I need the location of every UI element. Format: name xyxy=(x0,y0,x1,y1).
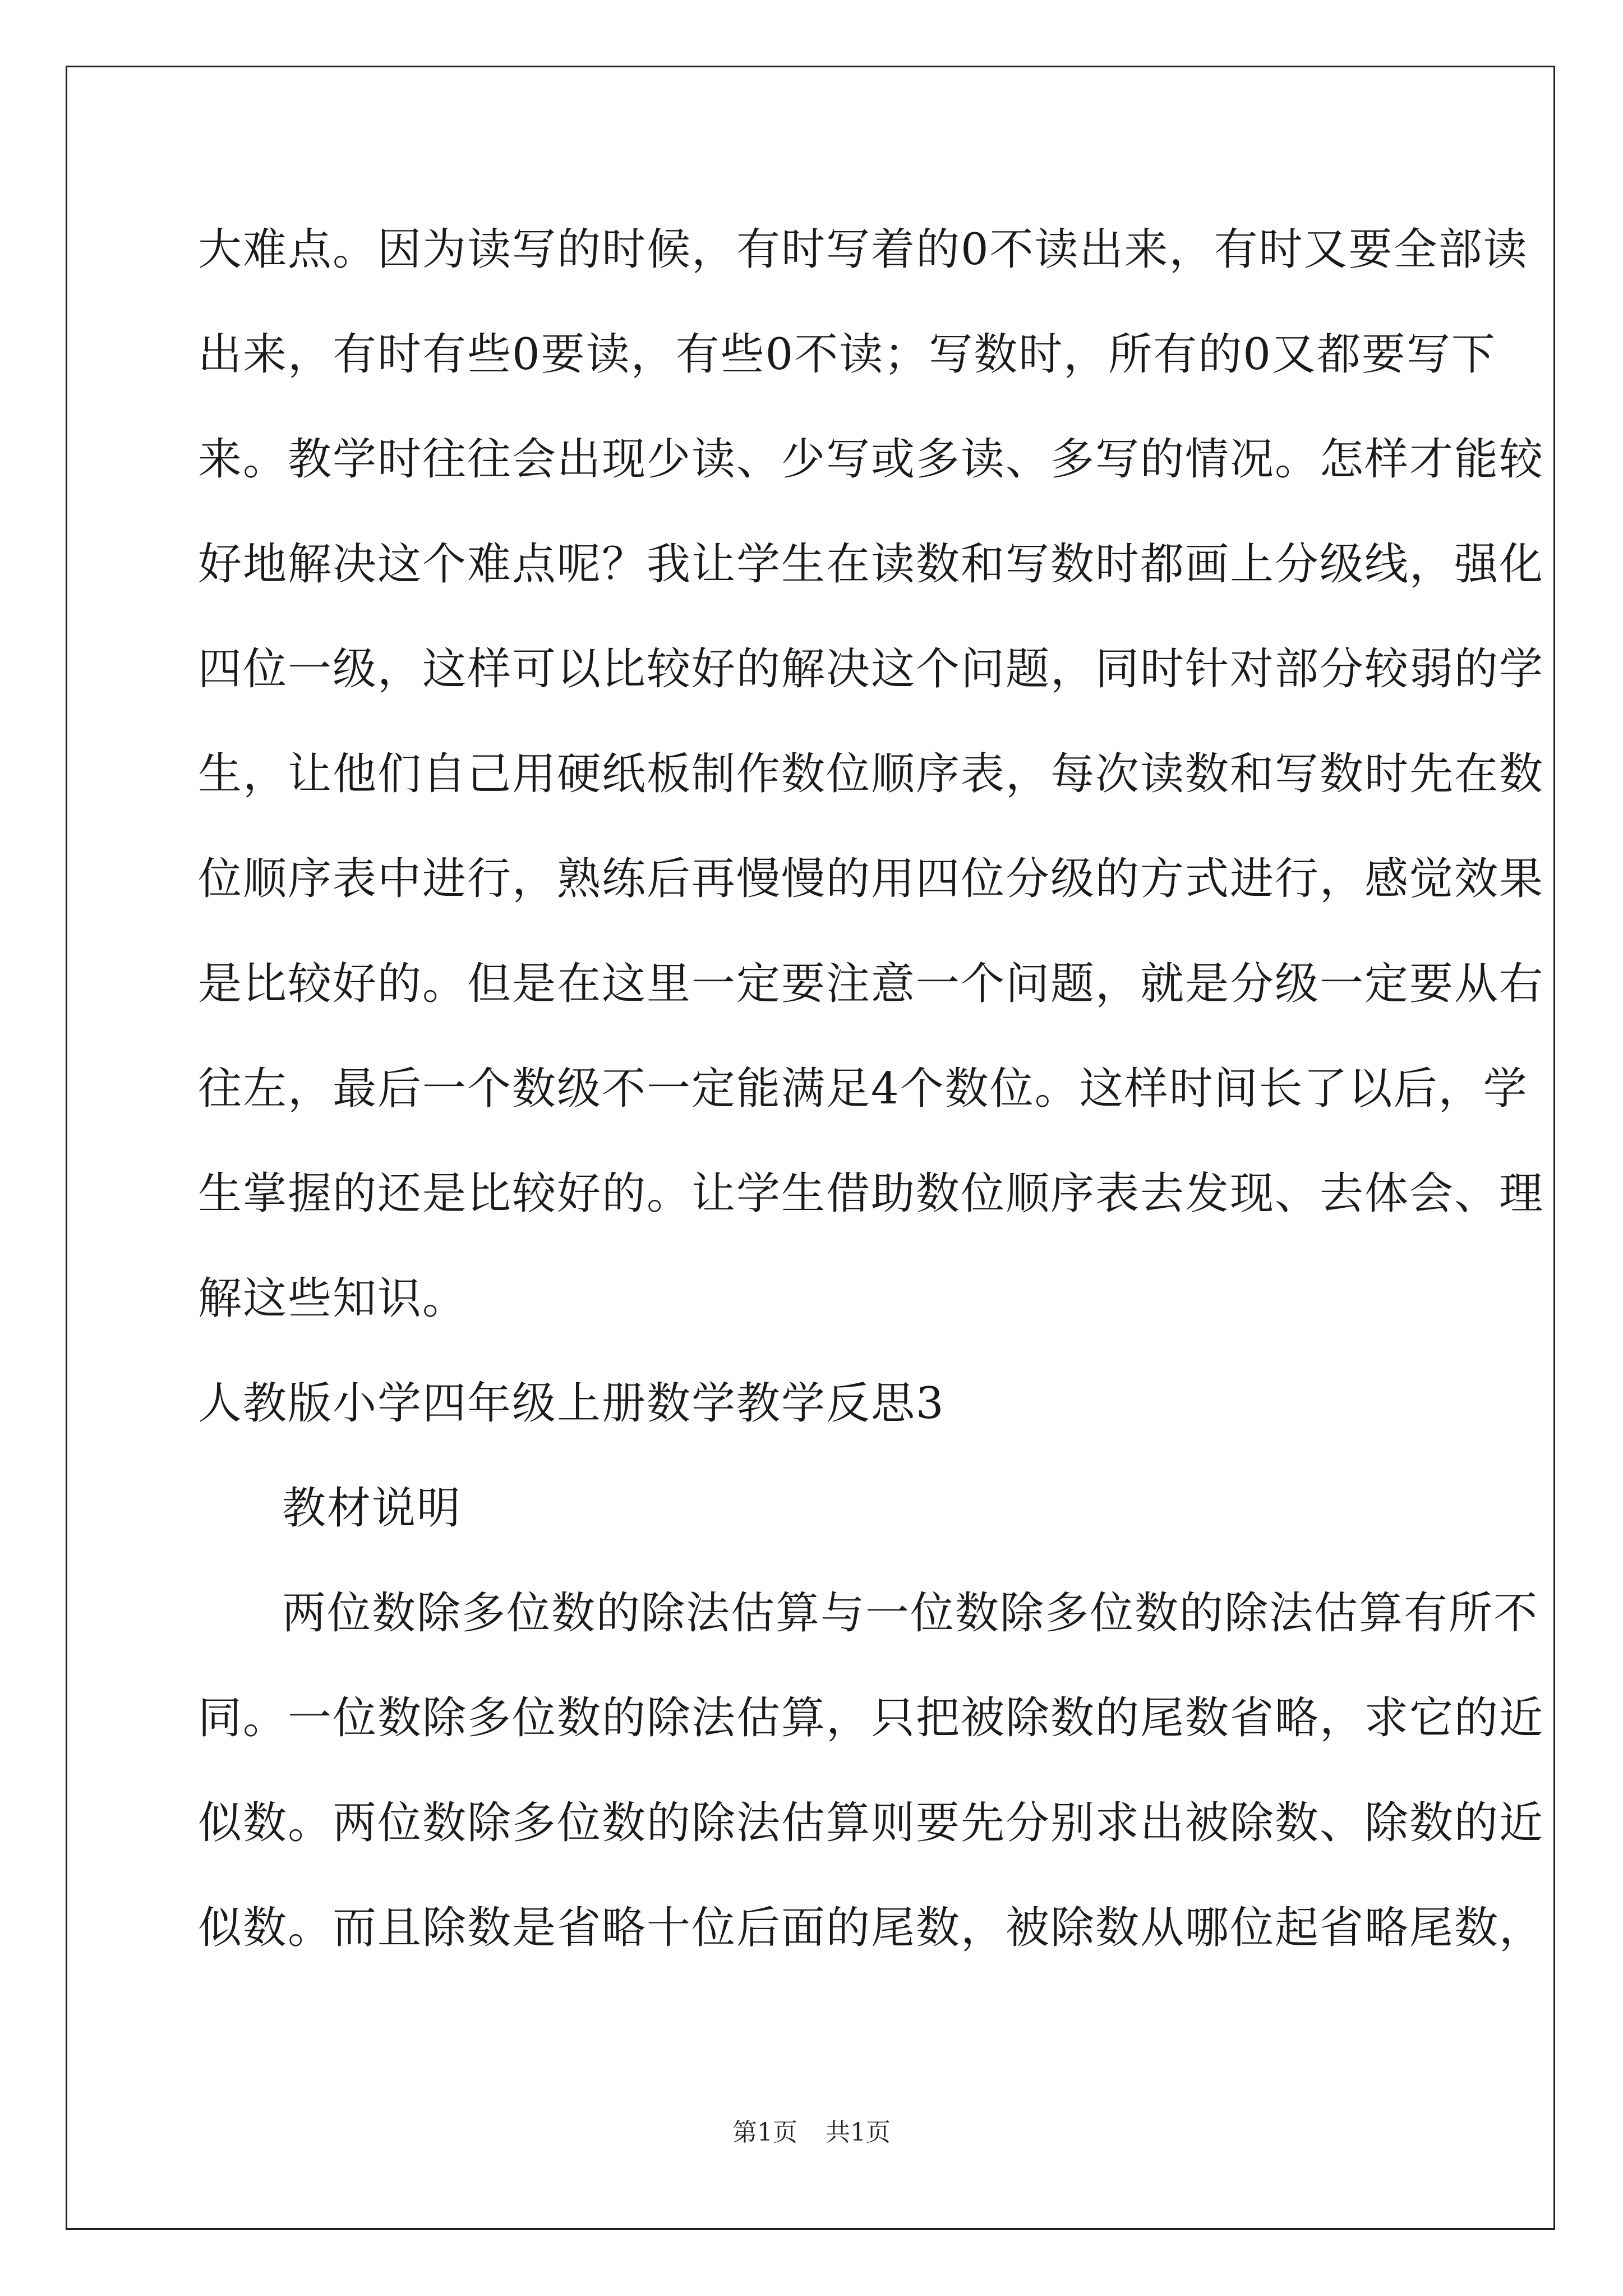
subheading: 教材说明 xyxy=(282,1483,462,1534)
paragraph-line: 同。一位数除多位数的除法估算，只把被除数的尾数省略，求它的近 xyxy=(198,1693,1544,1743)
page-total: 共1页 xyxy=(826,2118,891,2147)
body-line: 往左，最后一个数级不一定能满足4个数位。这样时间长了以后，学 xyxy=(198,1064,1528,1114)
section-title: 人教版小学四年级上册数学教学反思3 xyxy=(198,1378,945,1429)
page-number: 第1页 xyxy=(732,2118,797,2147)
body-line: 是比较好的。但是在这里一定要注意一个问题，就是分级一定要从右 xyxy=(198,959,1544,1009)
body-line: 四位一级，这样可以比较好的解决这个问题，同时针对部分较弱的学 xyxy=(198,644,1544,694)
body-line: 位顺序表中进行，熟练后再慢慢的用四位分级的方式进行，感觉效果 xyxy=(198,854,1544,904)
body-line: 大难点。因为读写的时候，有时写着的0不读出来，有时又要全部读 xyxy=(198,224,1528,275)
page-footer xyxy=(0,2116,1623,2150)
body-line: 出来，有时有些0要读，有些0不读；写数时，所有的0又都要写下 xyxy=(198,329,1496,380)
body-line: 解这些知识。 xyxy=(198,1273,468,1324)
body-line: 来。教学时往往会出现少读、少写或多读、多写的情况。怎样才能较 xyxy=(198,434,1544,485)
body-line: 生，让他们自己用硬纸板制作数位顺序表，每次读数和写数时先在数 xyxy=(198,749,1544,799)
paragraph-line: 似数。而且除数是省略十位后面的尾数，被除数从哪位起省略尾数， xyxy=(198,1903,1544,1953)
body-line: 生掌握的还是比较好的。让学生借助数位顺序表去发现、去体会、理 xyxy=(198,1168,1544,1219)
paragraph-line: 似数。两位数除多位数的除法估算则要先分别求出被除数、除数的近 xyxy=(198,1798,1544,1848)
body-line: 好地解决这个难点呢？我让学生在读数和写数时都画上分级线，强化 xyxy=(198,539,1544,590)
paragraph-line: 两位数除多位数的除法估算与一位数除多位数的除法估算有所不 xyxy=(282,1588,1539,1639)
